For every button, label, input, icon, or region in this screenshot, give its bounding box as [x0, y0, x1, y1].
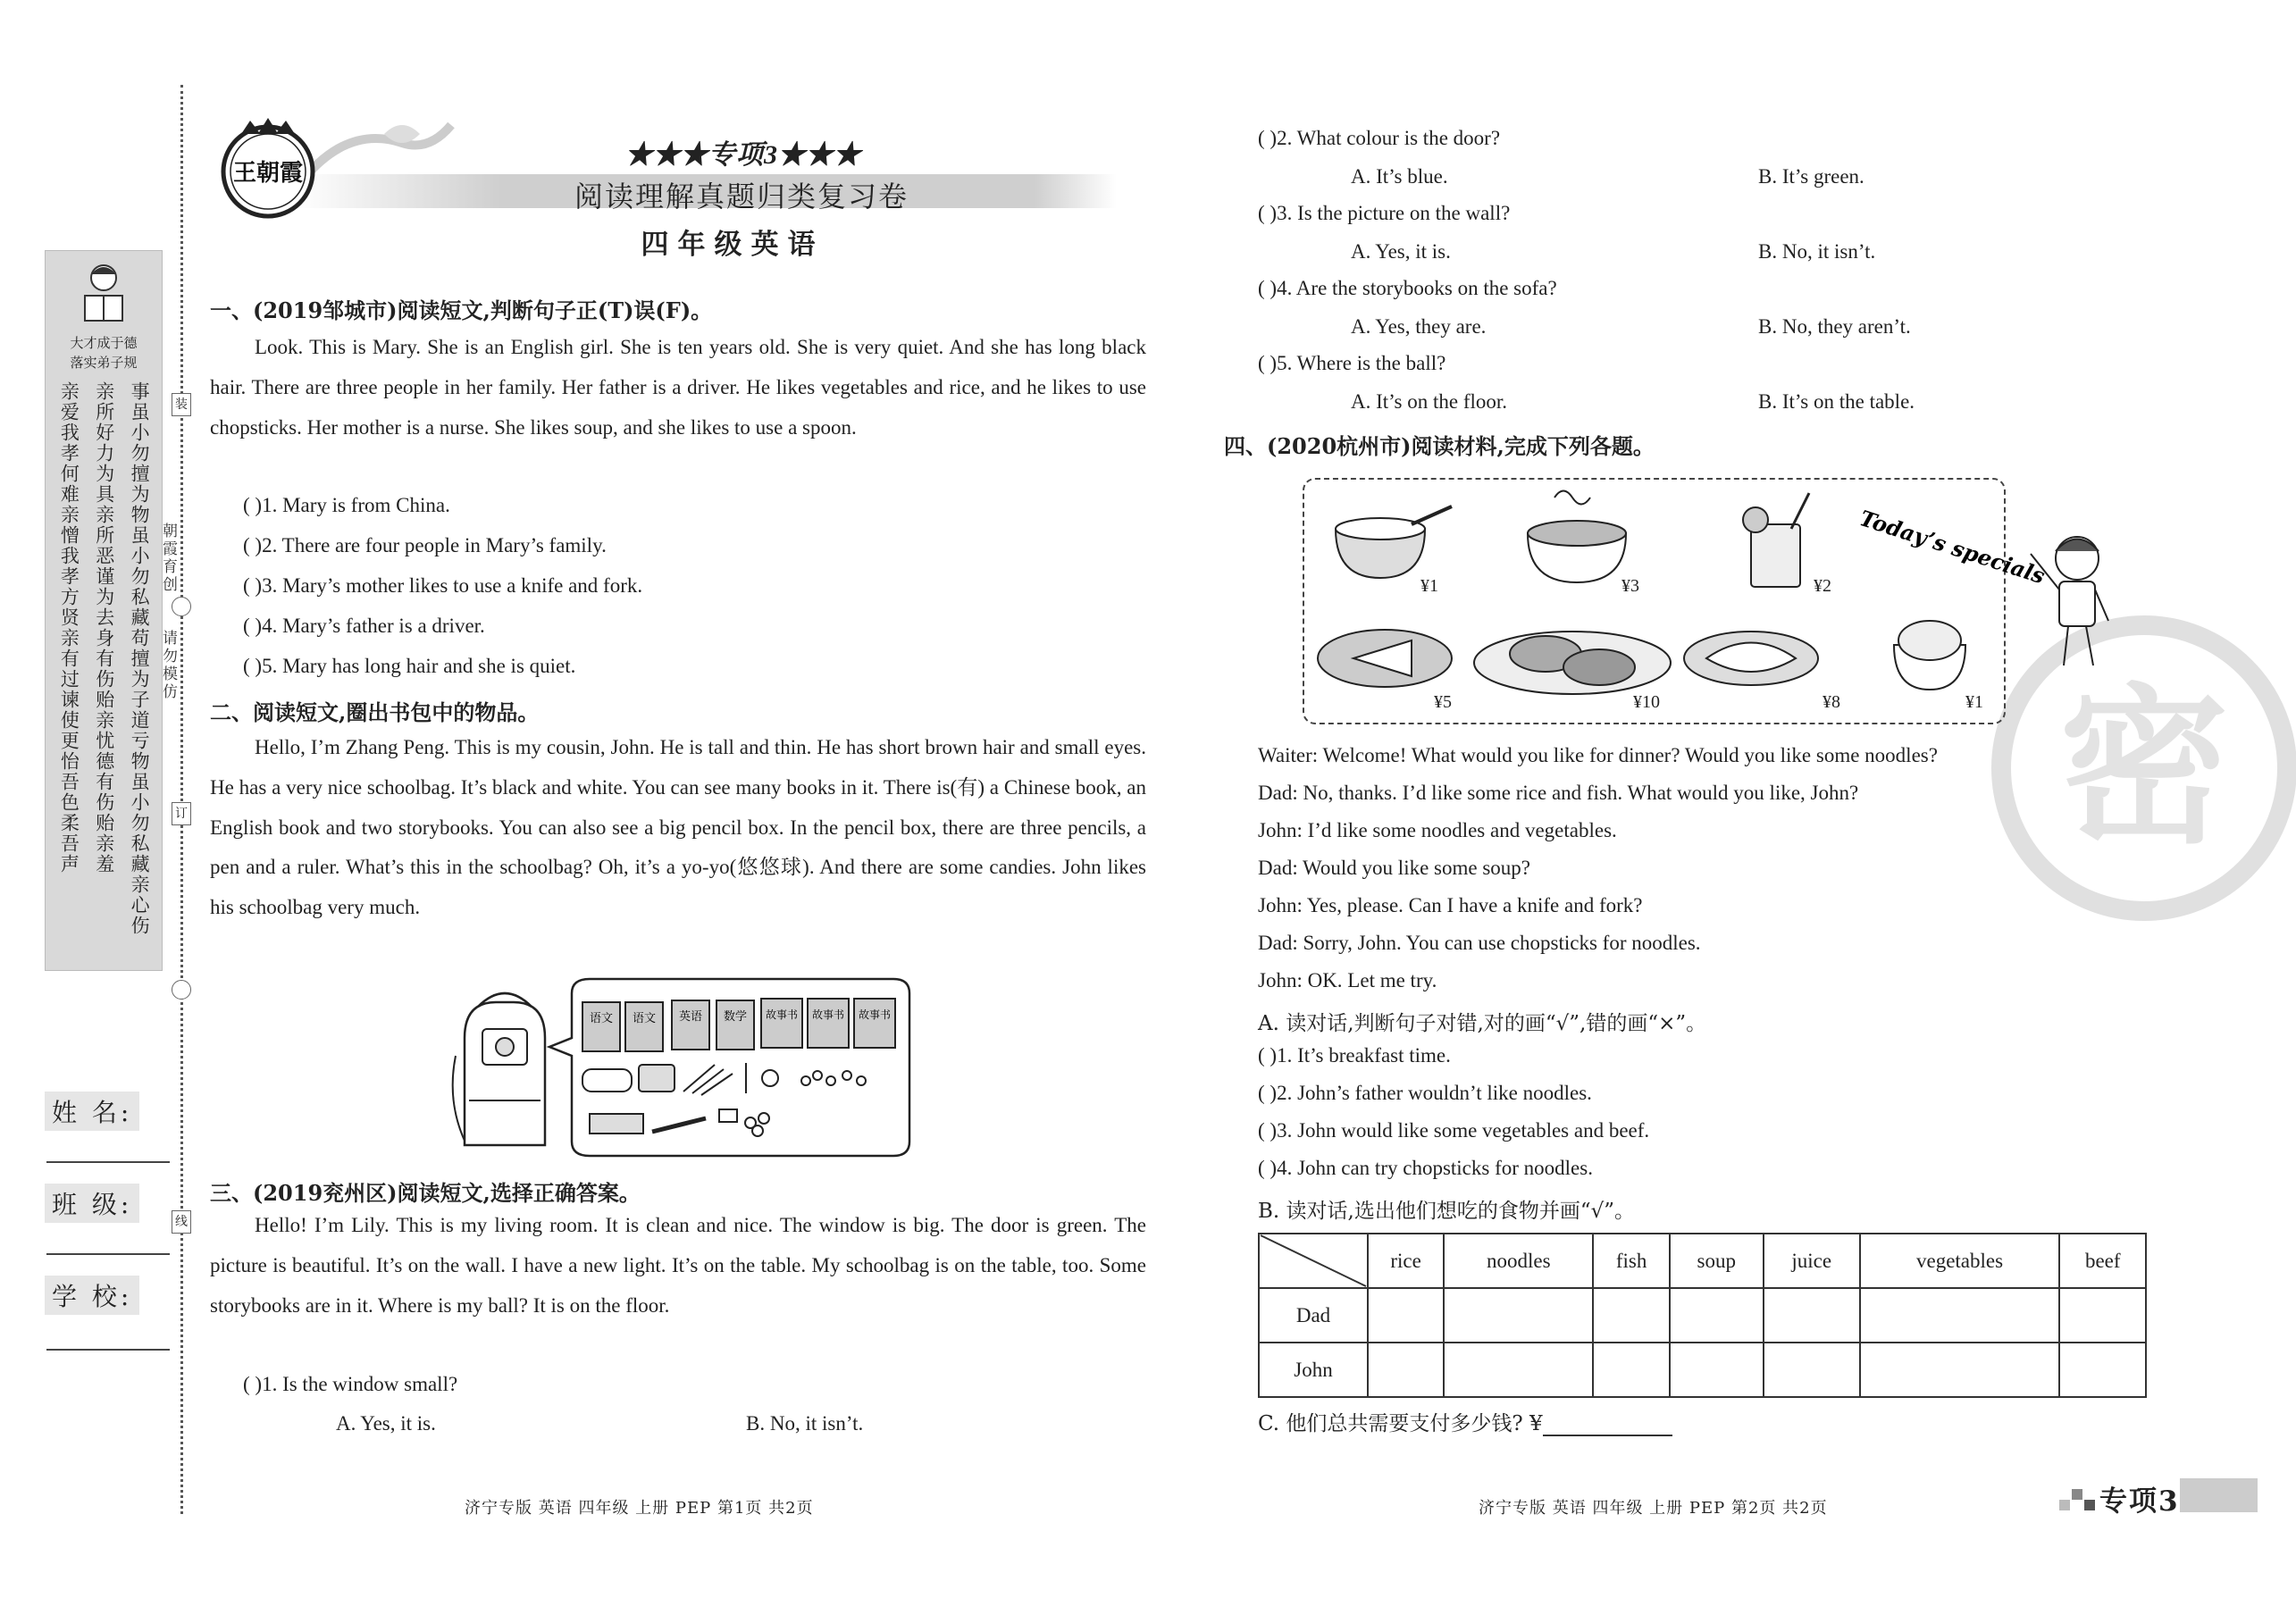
answer-cell[interactable] [1764, 1288, 1860, 1343]
answer-cell[interactable] [2059, 1288, 2146, 1343]
row-label-dad: Dad [1259, 1288, 1368, 1343]
answer-cell[interactable] [1368, 1343, 1444, 1397]
price-fish-plate: ¥8 [1823, 692, 1840, 712]
answer-cell[interactable] [1764, 1343, 1860, 1397]
dialogue-line-3: John: I’d like some noodles and vegetables. [1258, 819, 1617, 841]
food-menu [1303, 478, 2049, 724]
answer-cell[interactable] [1860, 1343, 2060, 1397]
answer-cell[interactable] [1670, 1343, 1764, 1397]
brand-name: 王朝霞 [232, 160, 304, 187]
section-tag: 专项3 [2099, 1485, 2180, 1518]
section3-q5-option-b[interactable]: B. It’s on the table. [1758, 390, 1915, 413]
table-corner-cell [1259, 1234, 1368, 1288]
section3-q1-option-b[interactable]: B. No, it isn’t. [746, 1412, 864, 1435]
school-label: 学 校: [45, 1276, 139, 1315]
price-steak: ¥10 [1633, 692, 1660, 712]
section3-passage [210, 1206, 1146, 1326]
price-rice: ¥1 [1965, 692, 1983, 712]
waving-boy-icon [2024, 523, 2122, 674]
table-row [1259, 1288, 2146, 1343]
section3-q5-option-a[interactable]: A. It’s on the floor. [1351, 390, 1508, 413]
binding-circle [172, 980, 191, 1000]
section3-q4-option-b[interactable]: B. No, they aren’t. [1758, 315, 1911, 338]
section3-q1-option-a[interactable]: A. Yes, it is. [336, 1412, 436, 1435]
brand-logo-icon [214, 116, 322, 223]
dialogue-line-4: Dad: Would you like some soup? [1258, 857, 1530, 879]
section1-heading: 一、(2019邹城市)阅读短文,判断句子正(T)误(F)。 [210, 297, 713, 323]
book-label: 故事书 [858, 1008, 892, 1021]
school-line[interactable] [46, 1349, 170, 1351]
class-label: 班 级: [45, 1184, 139, 1223]
section3-question-5[interactable]: ( )5. Where is the ball? [1258, 352, 1446, 374]
table-header-row [1259, 1234, 2146, 1288]
table-header-vegetables: vegetables [1860, 1234, 2060, 1288]
part-c-text: C. 他们总共需要支付多少钱? ¥ [1258, 1412, 1543, 1435]
dialogue-line-7: John: OK. Let me try. [1258, 969, 1437, 991]
section3-question-3[interactable]: ( )3. Is the picture on the wall? [1258, 202, 1511, 224]
section1-passage-text: Look. This is Mary. She is an English girl. She is ten years old. She is very quiet. And she has long black hair. There are three people in her family. Her father is a driver. He likes vegetables and rice, and he likes to use chopsticks. Her mother is a nurse. She likes soup, and she likes to use a spoon. [210, 336, 1146, 439]
page-title: 阅读理解真题归类复习卷 [574, 180, 909, 213]
section3-q3-option-b[interactable]: B. No, it isn’t. [1758, 240, 1876, 263]
part-a-question-4[interactable]: ( )4. John can try chopsticks for noodles. [1258, 1157, 1593, 1179]
class-line[interactable] [46, 1253, 170, 1255]
book-label: 故事书 [765, 1008, 799, 1021]
motto-line-1: 大才成于德 [70, 335, 138, 351]
diagonal-divider [1261, 1235, 1366, 1286]
section2-passage [210, 728, 1146, 928]
name-label: 姓 名: [45, 1092, 139, 1131]
schoolbag-illustration [438, 975, 911, 1159]
section2-passage-text: Hello, I’m Zhang Peng. This is my cousin, John. He is tall and thin. He has short brown hair and small eyes. He has a very nice schoolbag. It’s black and white. You can see many books in it. There is(有) a Chinese book, an English book and two storybooks. You can also see a big pencil box. In the pencil box, there are three pencils, a pen and a ruler. What’s this in the schoolbag? Oh, it’s a yo-yo(悠悠球). And there are some candies. John likes his schoolbag very much. [210, 736, 1146, 919]
part-b-instruction: B. 读对话,选出他们想吃的食物并画“√”。 [1258, 1200, 1636, 1223]
table-header-noodles: noodles [1444, 1234, 1593, 1288]
answer-cell[interactable] [1670, 1288, 1764, 1343]
motto-line-2: 落实弟子规 [70, 355, 138, 371]
page2-footer: 济宁专版 英语 四年级 上册 PEP 第2页 共2页 [1479, 1499, 1828, 1518]
section4-heading: 四、(2020杭州市)阅读材料,完成下列各题。 [1224, 433, 1655, 459]
answer-cell[interactable] [2059, 1343, 2146, 1397]
section3-question-1[interactable]: ( )1. Is the window small? [243, 1373, 458, 1395]
binding-text-2: 请勿模仿 [159, 630, 177, 701]
dialogue-line-6: Dad: Sorry, John. You can use chopsticks for noodles. [1258, 932, 1701, 954]
book-label: 英语 [678, 1010, 703, 1024]
table-header-fish: fish [1593, 1234, 1669, 1288]
table-row [1259, 1343, 2146, 1397]
binding-dotted-line [180, 85, 183, 1514]
book-label: 语文 [632, 1012, 657, 1025]
answer-cell[interactable] [1444, 1343, 1593, 1397]
section3-question-4[interactable]: ( )4. Are the storybooks on the sofa? [1258, 277, 1557, 299]
virtue-column-2: 亲所好力为具亲所恶谨为去身有伤贻亲忧德有伤贻亲羞 [93, 381, 115, 874]
section3-q3-option-a[interactable]: A. Yes, it is. [1351, 240, 1451, 263]
virtue-column-3: 事虽小勿擅为物虽小勿私藏苟擅为子道亏物虽小勿私藏亲心伤 [129, 381, 151, 936]
tag-squares-icon [2059, 1485, 2097, 1512]
section1-passage [210, 328, 1146, 448]
answer-cell[interactable] [1444, 1288, 1593, 1343]
price-noodles: ¥3 [1621, 576, 1639, 596]
section3-question-2[interactable]: ( )2. What colour is the door? [1258, 127, 1501, 149]
section3-q2-option-a[interactable]: A. It’s blue. [1351, 165, 1448, 188]
part-a-question-3[interactable]: ( )3. John would like some vegetables and beef. [1258, 1119, 1650, 1142]
binding-text-1: 朝霞育创 [159, 523, 177, 594]
part-a-question-1[interactable]: ( )1. It’s breakfast time. [1258, 1044, 1451, 1067]
part-c-question [1258, 1407, 1672, 1436]
series-label: ★★★专项3★★★ [625, 140, 861, 170]
page1-footer: 济宁专版 英语 四年级 上册 PEP 第1页 共2页 [465, 1499, 814, 1518]
price-juice: ¥2 [1814, 576, 1831, 596]
grade-subtitle: 四年级英语 [641, 229, 825, 261]
dialogue-line-2: Dad: No, thanks. I’d like some rice and fish. What would you like, John? [1258, 782, 1859, 804]
part-a-question-2[interactable]: ( )2. John’s father wouldn’t like noodles. [1258, 1082, 1592, 1104]
price-soup: ¥1 [1420, 576, 1438, 596]
binding-mark-xian: 线 [172, 1210, 191, 1234]
virtue-column-1: 亲爱我孝何难亲憎我孝方贤亲有过谏使更怡吾色柔吾声 [58, 381, 80, 874]
section3-q4-option-a[interactable]: A. Yes, they are. [1351, 315, 1487, 338]
food-choice-table [1258, 1233, 2147, 1398]
backpack-icon [453, 993, 545, 1145]
name-line[interactable] [46, 1161, 170, 1163]
answer-cell[interactable] [1860, 1288, 2060, 1343]
answer-cell[interactable] [1368, 1288, 1444, 1343]
price-fish: ¥5 [1434, 692, 1452, 712]
section-tag-band [2180, 1478, 2258, 1512]
svg-text:密: 密 [2058, 669, 2230, 866]
section3-passage-text: Hello! I’m Lily. This is my living room. It is clean and nice. The window is big. The door is green. The picture is beautiful. It’s on the wall. I have a new light. It’s on the table. My schoolbag is on the table, too. Some storybooks are in it. Where is my ball? It is on the floor. [210, 1214, 1146, 1317]
table-header-soup: soup [1670, 1234, 1764, 1288]
book-label: 故事书 [811, 1008, 845, 1021]
section3-heading: 三、(2019兖州区)阅读短文,选择正确答案。 [210, 1180, 641, 1206]
book-label: 数学 [723, 1010, 748, 1024]
answer-cell[interactable] [1593, 1343, 1669, 1397]
section3-q2-option-b[interactable]: B. It’s green. [1758, 165, 1864, 188]
book-label: 语文 [589, 1012, 614, 1025]
binding-mark-zhuang: 装 [172, 393, 191, 416]
dialogue-line-5: John: Yes, please. Can I have a knife and fork? [1258, 894, 1643, 916]
section1-question-2[interactable]: ( )2. There are four people in Mary’s family. [243, 534, 607, 556]
part-a-instruction: A. 读对话,判断句子对错,对的画“√”,错的画“×”。 [1258, 1012, 1707, 1035]
section1-question-1[interactable]: ( )1. Mary is from China. [243, 494, 450, 516]
menu-food-drawings [1304, 480, 2049, 723]
binding-mark-ding: 订 [172, 802, 191, 825]
row-label-john: John [1259, 1343, 1368, 1397]
virtue-panel [45, 250, 163, 971]
reading-child-icon [80, 258, 128, 330]
book-row [582, 999, 895, 1051]
menu-title: Today’s specials [1856, 505, 2049, 590]
table-header-beef: beef [2059, 1234, 2146, 1288]
binding-circle [172, 597, 191, 616]
section2-heading: 二、阅读短文,圈出书包中的物品。 [210, 699, 540, 725]
section1-question-3[interactable]: ( )3. Mary’s mother likes to use a knife and fork. [243, 574, 643, 597]
part-c-answer-blank[interactable] [1543, 1417, 1672, 1436]
dialogue-line-1: Waiter: Welcome! What would you like for dinner? Would you like some noodles? [1258, 744, 1938, 766]
answer-cell[interactable] [1593, 1288, 1669, 1343]
table-header-juice: juice [1764, 1234, 1860, 1288]
section1-question-5[interactable]: ( )5. Mary has long hair and she is quiet. [243, 655, 576, 677]
section1-question-4[interactable]: ( )4. Mary’s father is a driver. [243, 615, 485, 637]
table-header-rice: rice [1368, 1234, 1444, 1288]
